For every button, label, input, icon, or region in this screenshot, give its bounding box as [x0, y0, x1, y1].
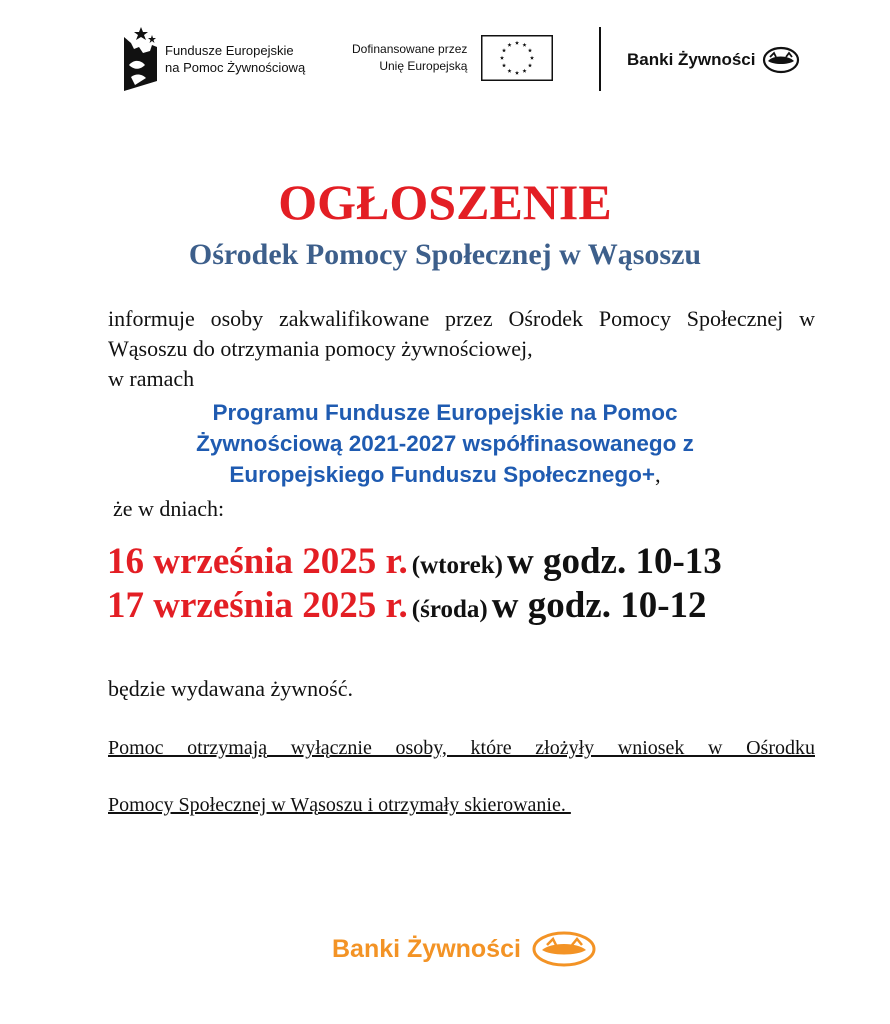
weekday-2: (środa): [411, 596, 488, 623]
eu-line1: Dofinansowane przez: [352, 42, 468, 56]
date-1: 16 września 2025 r.: [107, 541, 408, 582]
announcement-subtitle: Ośrodek Pomocy Społecznej w Wąsoszu: [188, 238, 702, 271]
hours-1: w godz. 10-13: [506, 541, 722, 582]
distribution-date-2: [107, 584, 707, 635]
logo-bar: [0, 0, 890, 110]
fepz-line1: Fundusze Europejskie: [165, 43, 294, 58]
intro-paragraph: informuje osoby zakwalifikowane przez Ośrodek Pomocy Społecznej w Wąsoszu do otrzymania pomocy żywnościowej,: [108, 306, 815, 361]
fepz-line2: na Pomoc Żywnościową: [165, 60, 306, 75]
intro-last-line: w ramach: [108, 366, 195, 391]
banki-zywnosci-bottom-logo-icon: [531, 929, 597, 969]
program-line2: Żywnościową 2021-2027 współfinasowanego z: [196, 431, 694, 456]
days-intro: że w dniach:: [113, 496, 225, 521]
fepz-logo: [121, 27, 305, 91]
eligibility-note-line2: Pomocy Społecznej w Wąsoszu i otrzymały skierowanie.: [108, 794, 571, 816]
banki-zywnosci-bottom-label: Banki Żywności: [332, 934, 521, 963]
header-divider: [599, 27, 601, 91]
banki-zywnosci-top-logo: [627, 44, 801, 76]
weekday-1: (wtorek): [411, 552, 503, 579]
hours-2: w godz. 10-12: [491, 585, 707, 626]
program-line3-text: Europejskiego Funduszu Społecznego+: [229, 462, 656, 487]
food-text: będzie wydawana żywność.: [108, 676, 353, 701]
eu-flag-icon: [481, 35, 553, 81]
eu-logo: [352, 35, 553, 81]
fepz-logo-icon: [121, 27, 157, 91]
eligibility-note-line1: Pomoc otrzymają wyłącznie osoby, które złożyły wniosek w Ośrodku: [108, 737, 815, 759]
program-line3: [0, 459, 890, 490]
date-2: 17 września 2025 r.: [107, 585, 408, 626]
program-line1: Programu Fundusze Europejskie na Pomoc: [212, 400, 678, 425]
program-comma: ,: [655, 462, 661, 487]
banki-zywnosci-top-label: Banki Żywności: [627, 50, 756, 69]
eu-line2: Unię Europejską: [379, 59, 468, 73]
program-name: [0, 397, 890, 490]
banki-zywnosci-logo-icon: [761, 44, 801, 76]
banki-zywnosci-bottom-logo: [332, 929, 597, 969]
announcement-title: OGŁOSZENIE: [278, 174, 612, 230]
